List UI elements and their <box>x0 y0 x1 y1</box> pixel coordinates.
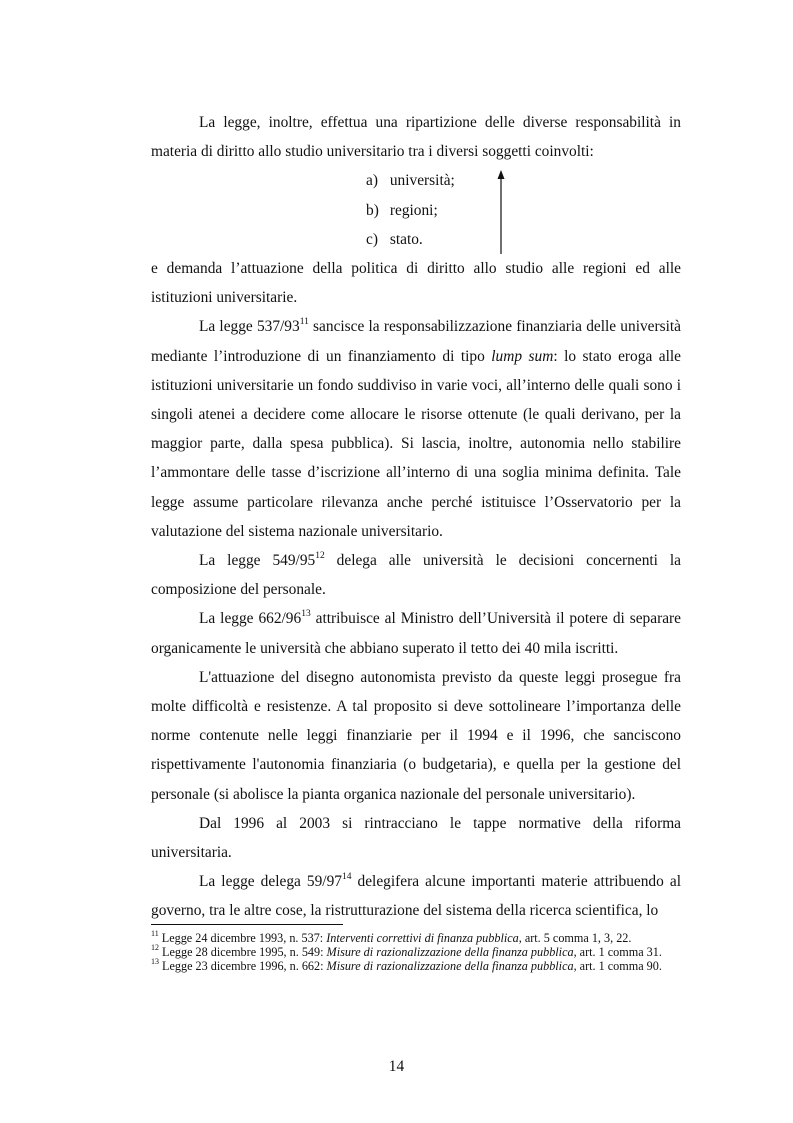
list-item <box>151 166 681 195</box>
list-item-text: università; <box>389 172 455 190</box>
list-item <box>151 225 681 254</box>
paragraph-8-start: La legge delega 59/97 <box>199 873 342 891</box>
list-item <box>151 196 681 225</box>
footnote-11 <box>151 928 681 945</box>
paragraph-8 <box>151 867 681 925</box>
footnote-divider <box>151 924 343 925</box>
paragraph-1: La legge, inoltre, effettua una ripartizione delle diverse responsabilità in materia di diritto allo studio universitario tra i diversi soggetti coinvolti: <box>151 114 681 161</box>
paragraph-4-start: La legge 549/95 <box>199 552 316 570</box>
footnote-number: 11 <box>151 928 159 938</box>
footnote-ref-12[interactable]: 12 <box>315 550 325 561</box>
footnote-title: Misure di razionalizzazione della finanza pubblica <box>326 945 574 960</box>
footnote-text-end: , art. 1 comma 31. <box>573 945 662 960</box>
footnote-ref-13[interactable]: 13 <box>301 609 311 620</box>
footnote-text: Legge 24 dicembre 1993, n. 537: <box>158 931 327 945</box>
footnote-number: 12 <box>151 943 159 953</box>
list-item-text: regioni; <box>389 201 438 219</box>
list-item-text: stato. <box>389 230 423 248</box>
footnote-ref-11[interactable]: 11 <box>299 317 309 328</box>
paragraph-3-start: La legge 537/93 <box>199 318 300 336</box>
list-item-label: a) <box>366 172 378 190</box>
main-text <box>151 108 681 926</box>
page-number: 14 <box>388 1058 405 1075</box>
paragraph-4-end: delega alle università le decisioni concernenti la composizione del personale. <box>151 552 681 599</box>
footnotes <box>151 928 681 974</box>
paragraph-4 <box>151 546 681 604</box>
footnote-ref-14[interactable]: 14 <box>341 872 352 883</box>
footnote-text-end: , art. 5 comma 1, 3, 22. <box>518 931 632 945</box>
paragraph-3-italic: lump sum <box>491 347 554 365</box>
list-item-label: b) <box>366 201 379 219</box>
paragraph-5-end: attribuisce al Ministro dell’Università il potere di separare organicamente le università che abbiano superato il tetto dei 40 mila iscritti. <box>151 610 682 657</box>
paragraph-3-mid: sancisce la responsabilizzazione finanziaria delle università mediante l’introduzione di un finanziamento di tipo <box>151 318 681 365</box>
footnote-12 <box>151 945 681 959</box>
up-arrow-icon <box>496 170 506 254</box>
paragraph-6: L'attuazione del disegno autonomista previsto da queste leggi prosegue fra molte difficoltà e resistenze. A tal proposito si deve sottolineare l’importanza delle norme contenute nelle leggi finanziarie per il 1994 e il 1996, che sanciscono rispettivamente l'autonomia finanziaria (o budgetaria), e quella per la gestione del personale (si abolisce la pianta organica nazionale del personale universitario). <box>151 668 681 803</box>
responsibility-list <box>151 166 681 254</box>
list-item-label: c) <box>366 230 378 248</box>
paragraph-7: Dal 1996 al 2003 si rintracciano le tappe normative della riforma universitaria. <box>151 814 681 862</box>
footnote-text: Legge 23 dicembre 1996, n. 662: <box>159 959 327 974</box>
footnote-title: Misure di razionalizzazione della finanza pubblica <box>326 959 574 974</box>
footnote-title: Interventi correttivi di finanza pubblica <box>326 931 519 945</box>
footnote-13 <box>151 959 681 973</box>
footnote-text-end: , art. 1 comma 90. <box>573 959 662 974</box>
paragraph-3 <box>151 312 681 546</box>
paragraph-5 <box>151 604 681 662</box>
paragraph-5-start: La legge 662/96 <box>199 610 302 628</box>
footnote-number: 13 <box>151 957 159 967</box>
footnote-text: Legge 28 dicembre 1995, n. 549: <box>159 945 327 960</box>
paragraph-3-end: : lo stato eroga alle istituzioni universitarie un fondo suddiviso in varie voci, all’interno delle quali sono i singoli atenei a decidere come allocare le risorse ottenute (le quali derivano, per la maggior parte, dalla spesa pubblica). Si lascia, inoltre, autonomia nello stabilire l’ammontare delle tasse d’iscrizione all’interno di una soglia minima definita. Tale legge assume particolare rilevanza anche perché istituisce l’Osservatorio per la valutazione del sistema nazionale universitario. <box>151 347 681 540</box>
paragraph-2: e demanda l’attuazione della politica di diritto allo studio alle regioni ed alle istituzioni universitarie. <box>151 260 681 307</box>
paragraph-8-end: delegifera alcune importanti materie attribuendo al governo, tra le altre cose, la ristrutturazione del sistema della ricerca scientifica, lo <box>151 873 681 920</box>
